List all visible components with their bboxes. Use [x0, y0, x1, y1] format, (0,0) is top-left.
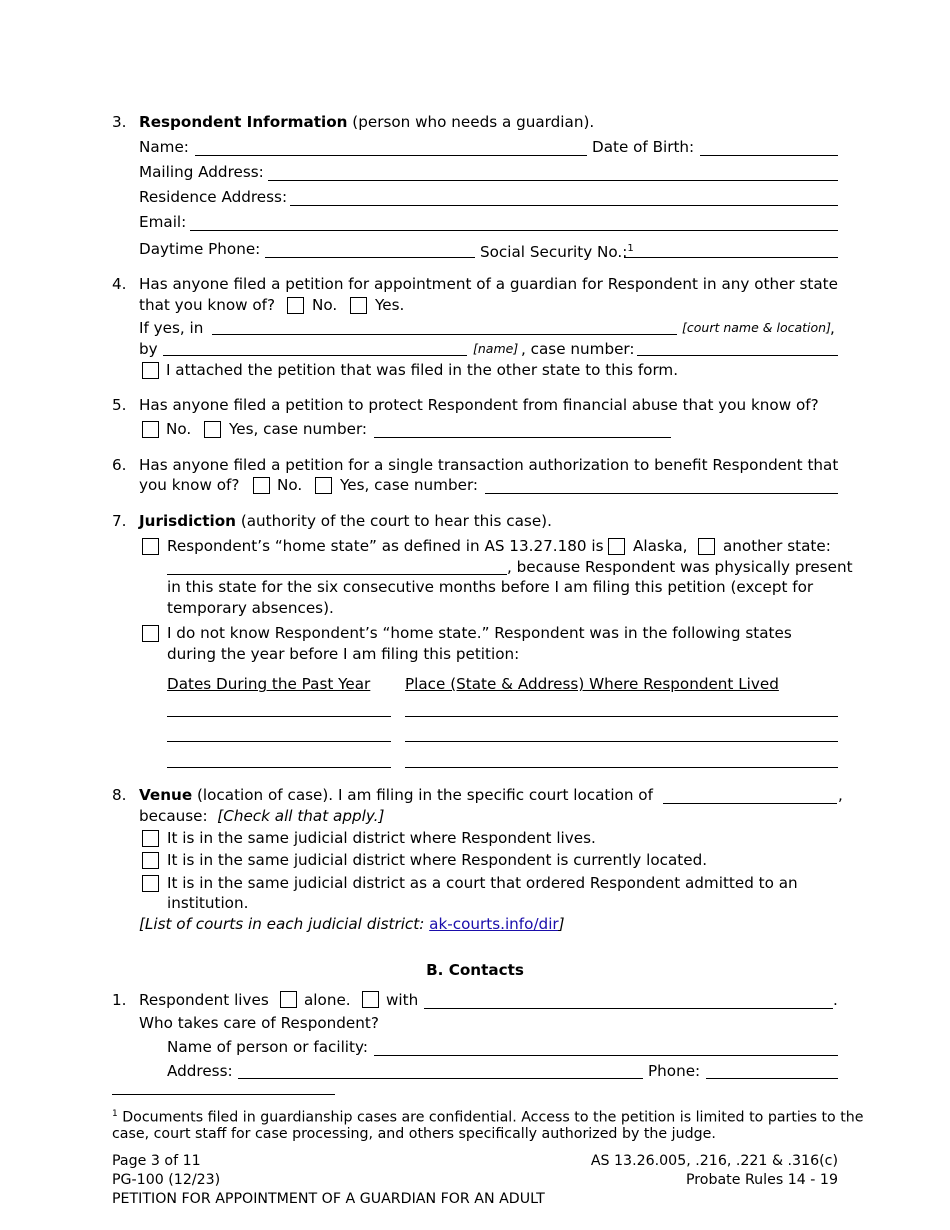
- another-state-label: another state:: [723, 537, 831, 555]
- court-location-field[interactable]: [663, 803, 837, 804]
- petitioner-name-field[interactable]: [163, 355, 467, 356]
- lives-with-field[interactable]: [424, 1008, 833, 1009]
- alaska-checkbox[interactable]: [608, 538, 625, 555]
- section-5-number: 5.: [112, 396, 127, 414]
- caretaker-phone-label: Phone:: [648, 1062, 701, 1080]
- because-text: because:: [139, 807, 208, 825]
- section-6-case-number-field[interactable]: [485, 493, 838, 494]
- dob-field[interactable]: [700, 155, 838, 156]
- caretaker-address-field[interactable]: [238, 1078, 643, 1079]
- section-3-heading: [139, 112, 594, 132]
- venue-located-label: It is in the same judicial district where Respondent is currently located.: [167, 851, 708, 869]
- contacts-heading: B. Contacts: [426, 961, 524, 979]
- section-7-title: Jurisdiction: [139, 512, 236, 530]
- lives-with-period: .: [833, 991, 838, 1009]
- venue-lives-checkbox[interactable]: [142, 830, 159, 847]
- by-label: by: [139, 340, 158, 358]
- attached-petition-label: I attached the petition that was filed in the other state to this form.: [166, 361, 679, 379]
- home-state-line3: temporary absences).: [167, 599, 334, 617]
- home-state-line2: in this state for the six consecutive months before I am filing this petition (except for: [167, 578, 814, 596]
- section-6-question-line1: Has anyone filed a petition for a single transaction authorization to benefit Respondent that: [139, 456, 839, 474]
- court-list-note: [139, 914, 565, 934]
- name-field[interactable]: [195, 155, 587, 156]
- section-5-question: Has anyone filed a petition to protect Respondent from financial abuse that you know of?: [139, 396, 819, 414]
- caretaker-phone-field[interactable]: [706, 1078, 838, 1079]
- caretaker-name-field[interactable]: [374, 1055, 838, 1056]
- lives-with-label: with: [386, 991, 419, 1009]
- other-state-court-field[interactable]: [212, 334, 677, 335]
- statutes-reference: AS 13.26.005, .216, .221 & .316(c): [590, 1153, 838, 1169]
- dates-field-row3[interactable]: [167, 767, 391, 768]
- because-label: [139, 806, 384, 826]
- footnote-text-1: Documents filed in guardianship cases are confidential. Access to the petition is limited to parties to the: [117, 1109, 864, 1126]
- section-4-yes-checkbox[interactable]: [350, 297, 367, 314]
- dates-column-header: Dates During the Past Year: [167, 675, 371, 693]
- court-hint-comma: ,: [830, 319, 835, 337]
- caretaker-name-label: Name of person or facility:: [167, 1038, 368, 1056]
- form-title: PETITION FOR APPOINTMENT OF A GUARDIAN FOR AN ADULT: [112, 1191, 545, 1207]
- dates-field-row1[interactable]: [167, 716, 391, 717]
- because-present-text: , because Respondent was physically present: [507, 558, 853, 576]
- venue-institution-label-line2: institution.: [167, 894, 249, 912]
- section-8-number: 8.: [112, 786, 127, 804]
- court-list-prefix: [List of courts in each judicial district:: [139, 915, 430, 933]
- ssn-label: [480, 239, 634, 262]
- check-all-hint: [Check all that apply.]: [217, 807, 385, 825]
- section-5-no-label: No.: [166, 420, 192, 438]
- unknown-home-state-line2: during the year before I am filing this petition:: [167, 645, 520, 663]
- caretaker-address-label: Address:: [167, 1062, 233, 1080]
- contacts-number: 1.: [112, 991, 127, 1009]
- section-4-yes-label: Yes.: [375, 296, 405, 314]
- section-3-number: 3.: [112, 113, 127, 131]
- section-4-number: 4.: [112, 275, 127, 293]
- footnote-mark: 1: [112, 1109, 118, 1119]
- place-field-row1[interactable]: [405, 716, 838, 717]
- mailing-address-label: Mailing Address:: [139, 163, 264, 181]
- if-yes-label: If yes, in: [139, 319, 204, 337]
- section-5-no-checkbox[interactable]: [142, 421, 159, 438]
- section-4-question-line1: Has anyone filed a petition for appointment of a guardian for Respondent in any other state: [139, 275, 838, 293]
- venue-institution-label-line1: It is in the same judicial district as a court that ordered Respondent admitted to an: [167, 874, 798, 892]
- footnote-line2: case, court staff for case processing, and others specifically authorized by the judge.: [112, 1126, 716, 1142]
- another-state-checkbox[interactable]: [698, 538, 715, 555]
- court-name-hint: [court name & location]: [682, 320, 831, 335]
- unknown-home-state-line1: I do not know Respondent’s “home state.” Respondent was in the following states: [167, 624, 792, 642]
- section-6-question-line2: you know of?: [139, 476, 240, 494]
- residence-address-label: Residence Address:: [139, 188, 288, 206]
- ssn-label-text: Social Security No.:: [480, 243, 628, 262]
- name-hint: [name]: [473, 341, 519, 356]
- name-label: Name:: [139, 138, 189, 156]
- court-list-link[interactable]: ak-courts.info/dir: [429, 915, 559, 933]
- ssn-footnote-mark: 1: [627, 243, 634, 254]
- section-3-title-note: (person who needs a guardian).: [347, 113, 595, 131]
- case-number-label: , case number:: [521, 340, 635, 358]
- page-number: Page 3 of 11: [112, 1153, 201, 1169]
- dates-field-row2[interactable]: [167, 741, 391, 742]
- mailing-address-field[interactable]: [268, 180, 838, 181]
- section-6-no-checkbox[interactable]: [253, 477, 270, 494]
- section-4-no-checkbox[interactable]: [287, 297, 304, 314]
- section-8-line1: (location of case). I am filing in the specific court location of: [192, 786, 653, 804]
- unknown-home-state-checkbox[interactable]: [142, 625, 159, 642]
- respondent-lives-label: Respondent lives: [139, 991, 269, 1009]
- section-8-title: Venue: [139, 786, 193, 804]
- venue-institution-checkbox[interactable]: [142, 875, 159, 892]
- alaska-label: Alaska,: [633, 537, 688, 555]
- dob-label: Date of Birth:: [592, 138, 695, 156]
- home-state-checkbox[interactable]: [142, 538, 159, 555]
- home-state-label: Respondent’s “home state” as defined in AS 13.27.180 is: [167, 537, 604, 555]
- section-7-heading: [139, 511, 552, 531]
- section-7-number: 7.: [112, 512, 127, 530]
- section-6-number: 6.: [112, 456, 127, 474]
- section-6-yes-checkbox[interactable]: [315, 477, 332, 494]
- place-field-row3[interactable]: [405, 767, 838, 768]
- residence-address-field[interactable]: [290, 205, 838, 206]
- form-number: PG-100 (12/23): [112, 1172, 221, 1188]
- section-4-no-label: No.: [312, 296, 338, 314]
- another-state-field[interactable]: [167, 574, 507, 575]
- section-6-no-label: No.: [277, 476, 303, 494]
- place-field-row2[interactable]: [405, 741, 838, 742]
- ssn-field[interactable]: [624, 257, 838, 258]
- section-5-yes-checkbox[interactable]: [204, 421, 221, 438]
- section-3-title: Respondent Information: [139, 113, 348, 131]
- place-column-header: Place (State & Address) Where Respondent Lived: [405, 675, 779, 693]
- court-list-suffix: ]: [558, 915, 565, 933]
- section-4-case-number-field[interactable]: [637, 355, 838, 356]
- venue-located-checkbox[interactable]: [142, 852, 159, 869]
- email-label: Email:: [139, 213, 187, 231]
- lives-alone-label: alone.: [304, 991, 351, 1009]
- section-4-question-line2: that you know of?: [139, 296, 276, 314]
- footnote-separator: [112, 1094, 335, 1095]
- venue-lives-label: It is in the same judicial district where Respondent lives.: [167, 829, 596, 847]
- section-5-case-number-field[interactable]: [374, 437, 671, 438]
- section-7-title-note: (authority of the court to hear this case).: [236, 512, 552, 530]
- section-6-yes-label: Yes, case number:: [340, 476, 479, 494]
- caretaker-question: Who takes care of Respondent?: [139, 1014, 379, 1032]
- email-field[interactable]: [190, 230, 838, 231]
- lives-alone-checkbox[interactable]: [280, 991, 297, 1008]
- section-8-heading: [139, 785, 653, 805]
- court-location-comma: ,: [838, 786, 843, 804]
- attached-petition-checkbox[interactable]: [142, 362, 159, 379]
- lives-with-checkbox[interactable]: [362, 991, 379, 1008]
- probate-rules-reference: Probate Rules 14 - 19: [685, 1172, 838, 1188]
- section-5-yes-label: Yes, case number:: [229, 420, 368, 438]
- daytime-phone-field[interactable]: [265, 257, 475, 258]
- daytime-phone-label: Daytime Phone:: [139, 240, 261, 258]
